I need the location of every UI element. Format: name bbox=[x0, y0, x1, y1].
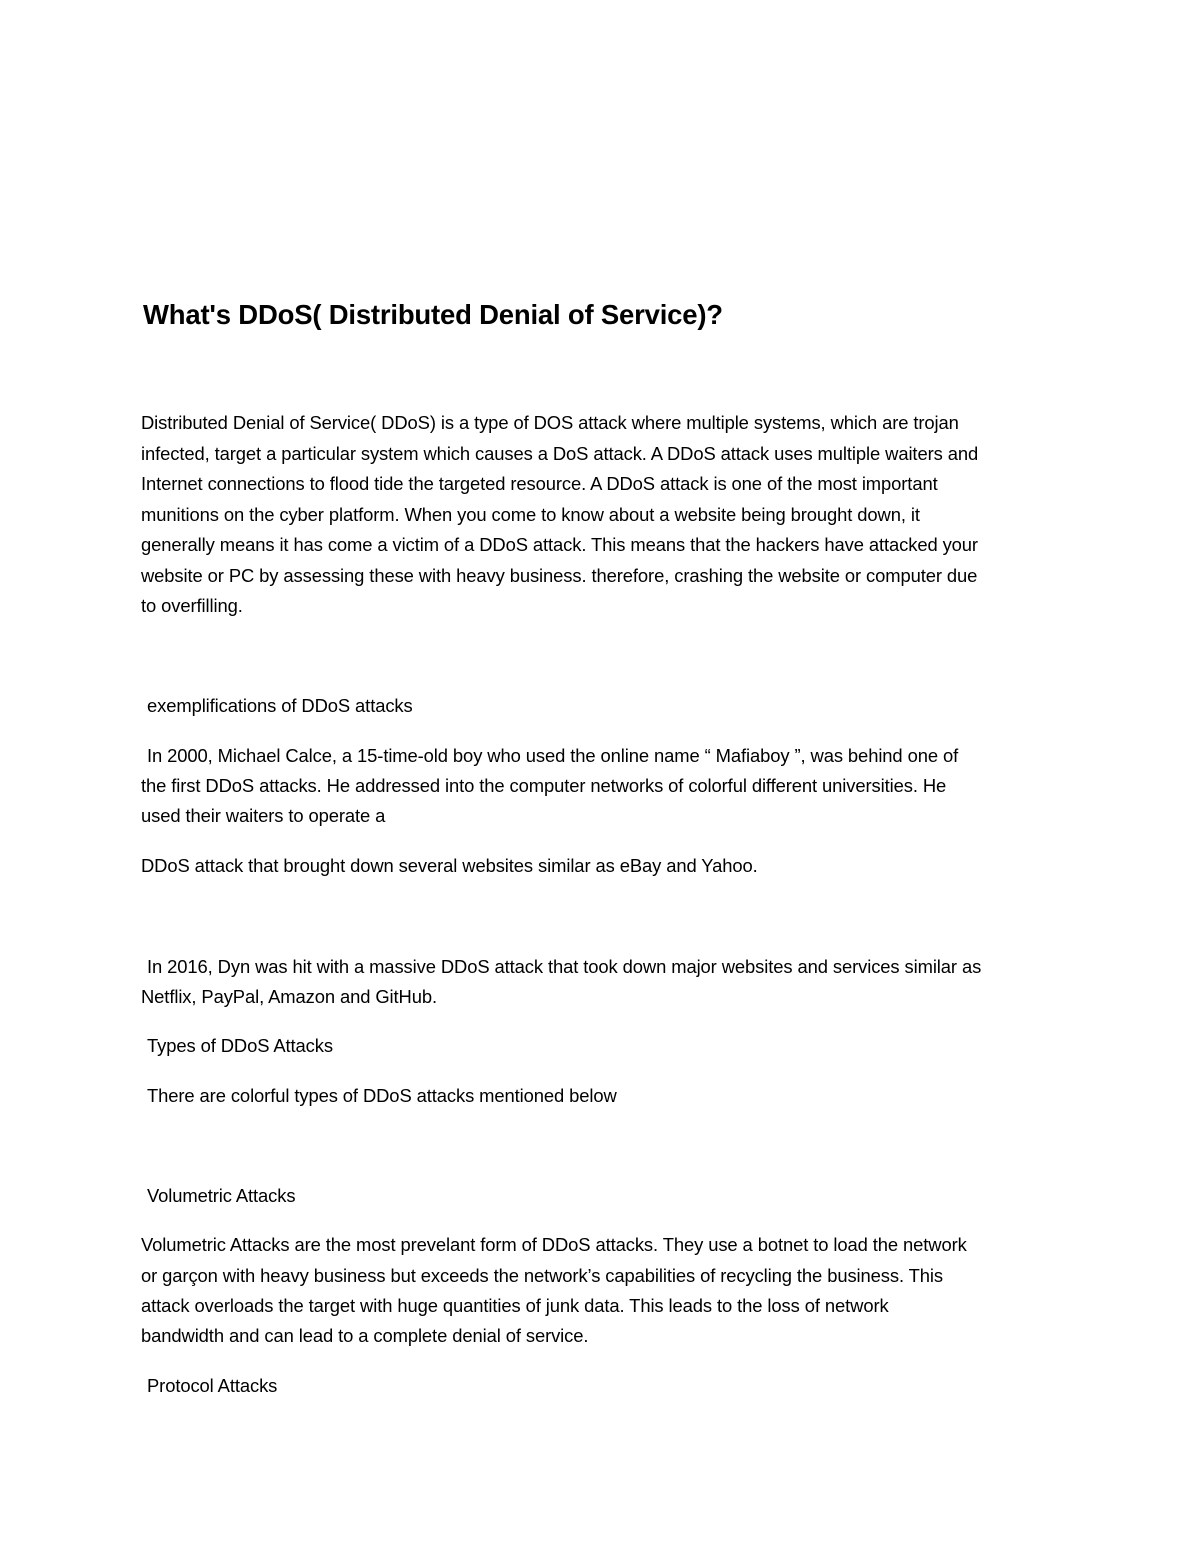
example-2000-continuation: DDoS attack that brought down several websites similar as eBay and Yahoo. bbox=[141, 855, 758, 876]
intro-line: Distributed Denial of Service( DDoS) is a type of DOS attack where multiple systems, which are trojan bbox=[141, 412, 959, 433]
examples-heading: exemplifications of DDoS attacks bbox=[147, 695, 413, 716]
volumetric-heading: Volumetric Attacks bbox=[147, 1185, 296, 1206]
intro-line: generally means it has come a victim of a DDoS attack. This means that the hackers have attacked your bbox=[141, 534, 978, 555]
intro-line: infected, target a particular system which causes a DoS attack. A DDoS attack uses multiple waiters and bbox=[141, 443, 979, 464]
volumetric-line: bandwidth and can lead to a complete denial of service. bbox=[141, 1325, 589, 1346]
types-heading: Types of DDoS Attacks bbox=[147, 1035, 333, 1056]
example-line: the first DDoS attacks. He addressed into the computer networks of colorful different universities. He bbox=[141, 775, 947, 796]
page-title: What's DDoS( Distributed Denial of Service)? bbox=[143, 299, 723, 330]
volumetric-line: attack overloads the target with huge quantities of junk data. This leads to the loss of network bbox=[141, 1295, 889, 1316]
intro-line: to overfilling. bbox=[141, 595, 243, 616]
example-line: Netflix, PayPal, Amazon and GitHub. bbox=[141, 986, 438, 1007]
intro-line: munitions on the cyber platform. When you come to know about a website being brought down, it bbox=[141, 504, 920, 525]
protocol-heading: Protocol Attacks bbox=[147, 1375, 278, 1396]
types-intro: There are colorful types of DDoS attacks mentioned below bbox=[147, 1085, 617, 1106]
volumetric-line: Volumetric Attacks are the most prevelant form of DDoS attacks. They use a botnet to load the network bbox=[141, 1234, 967, 1255]
volumetric-line: or garçon with heavy business but exceeds the network’s capabilities of recycling the business. This bbox=[141, 1265, 944, 1286]
example-line: In 2000, Michael Calce, a 15-time-old boy who used the online name “ Mafiaboy ”, was behind one of bbox=[147, 745, 959, 766]
example-line: used their waiters to operate a bbox=[141, 805, 386, 826]
intro-line: Internet connections to flood tide the targeted resource. A DDoS attack is one of the most important bbox=[141, 473, 938, 494]
example-line: In 2016, Dyn was hit with a massive DDoS attack that took down major websites and services similar as bbox=[147, 956, 982, 977]
intro-line: website or PC by assessing these with heavy business. therefore, crashing the website or computer due bbox=[141, 565, 978, 586]
